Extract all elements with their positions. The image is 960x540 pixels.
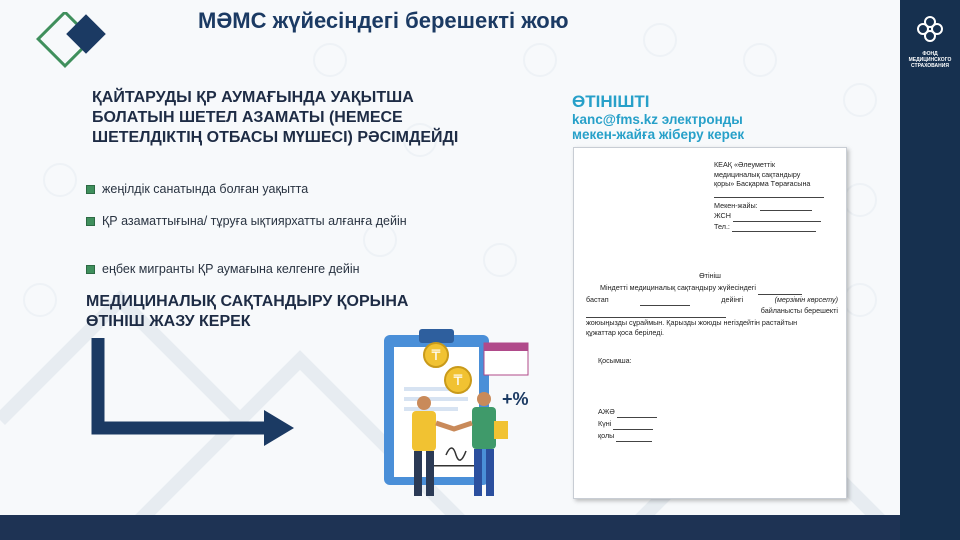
bullet-text-3: еңбек мигранты ҚР аумағына келгенге дейін xyxy=(102,262,360,276)
main-heading-line1: ҚАЙТАРУДЫ ҚР АУМАҒЫНДА УАҚЫТША xyxy=(92,89,414,106)
iin-blank xyxy=(733,211,821,222)
document-addressee xyxy=(714,160,834,232)
second-heading-line2: ӨТІНІШ ЖАЗУ КЕРЕК xyxy=(86,313,251,330)
logo-text-line3: СТРАХОВАНИЯ xyxy=(911,63,949,69)
address-blank xyxy=(760,201,812,212)
corner-diamond-icon xyxy=(28,12,112,80)
logo-text xyxy=(904,51,956,69)
bullet-item-3 xyxy=(86,262,360,276)
addressee-blank-line xyxy=(714,189,824,198)
arrow-right-icon xyxy=(88,338,298,448)
iin-label: ЖСН xyxy=(714,211,731,220)
logo-text-line1: ФОНД xyxy=(922,51,938,57)
logo-text-line2: МЕДИЦИНСКОГО xyxy=(908,57,952,63)
sign-ajo-label: АЖӘ xyxy=(598,407,615,416)
application-document xyxy=(573,147,847,499)
sign-date-blank xyxy=(613,418,653,430)
main-heading-line2: БОЛАТЫН ШЕТЕЛ АЗАМАТЫ (НЕМЕСЕ xyxy=(92,109,403,126)
main-heading xyxy=(92,88,512,148)
body-blank2 xyxy=(640,295,690,307)
handshake-illustration xyxy=(374,325,544,510)
fund-logo xyxy=(904,14,956,69)
fund-logo-icon xyxy=(915,14,945,44)
bullet-square-icon xyxy=(86,217,95,226)
sign-date-label: Күні xyxy=(598,419,612,428)
page-title: МӘМС жүйесіндегі берешекті жою xyxy=(198,8,569,33)
bullet-item-2 xyxy=(86,214,407,228)
bottom-band xyxy=(0,515,900,540)
percent-badge: +% xyxy=(502,389,529,409)
body-line5: құжаттар қоса беріледі. xyxy=(586,328,665,337)
bullet-text-1: жеңілдік санатында болған уақытта xyxy=(102,182,309,196)
body-blank3 xyxy=(586,306,726,318)
bullet-text-2: ҚР азаматтығына/ тұруға ықтиярхатты алғанға дейін xyxy=(102,214,407,228)
bullet-square-icon xyxy=(86,185,95,194)
bullet-item-1 xyxy=(86,182,308,196)
addressee-line2: медициналық сақтандыру xyxy=(714,169,801,179)
application-heading: ӨТІНІШТІ xyxy=(572,92,650,111)
application-email-line: kanc@fms.kz электронды xyxy=(572,112,743,127)
body-line2-c: (мерзімін көрсету) xyxy=(774,294,838,304)
body-line4: жоюыңызды сұраймын. Қарызды жоюды негіздейтін растайтын xyxy=(586,317,798,327)
svg-text:₸: ₸ xyxy=(453,373,463,389)
sign-signature-label: қолы xyxy=(598,431,615,440)
body-line1: Міндетті медициналық сақтандыру жүйесіндегі xyxy=(599,283,757,292)
phone-blank xyxy=(732,222,816,233)
main-heading-line3: ШЕТЕЛДІКТІҢ ОТБАСЫ МҮШЕСІ) РӘСІМДЕЙДІ xyxy=(92,129,459,146)
body-line2-a: бастап xyxy=(586,294,609,304)
document-body xyxy=(586,283,838,339)
body-line3: байланысты берешекті xyxy=(760,306,838,315)
phone-label: Тел.: xyxy=(714,221,730,231)
addressee-line3: қоры» Басқарма Төрағасына xyxy=(714,179,811,188)
attachment-label: Қосымша: xyxy=(598,356,632,365)
application-address-line: мекен-жайға жіберу керек xyxy=(572,127,745,142)
addressee-line1: КЕАҚ «Әлеуметтік xyxy=(714,160,776,169)
right-sidebar-bar xyxy=(900,0,960,540)
body-blank1 xyxy=(758,283,802,295)
signature-block xyxy=(598,406,657,442)
body-line2-b: дейінгі xyxy=(721,294,744,304)
svg-text:₸: ₸ xyxy=(431,348,441,364)
bullet-square-icon xyxy=(86,265,95,274)
sign-ajo-blank xyxy=(617,406,657,418)
address-label: Мекен-жайы: xyxy=(714,200,758,210)
sign-signature-blank xyxy=(616,430,652,442)
second-heading-line1: МЕДИЦИНАЛЫҚ САҚТАНДЫРУ ҚОРЫНА xyxy=(86,293,409,310)
document-title: Өтініш xyxy=(699,271,721,280)
